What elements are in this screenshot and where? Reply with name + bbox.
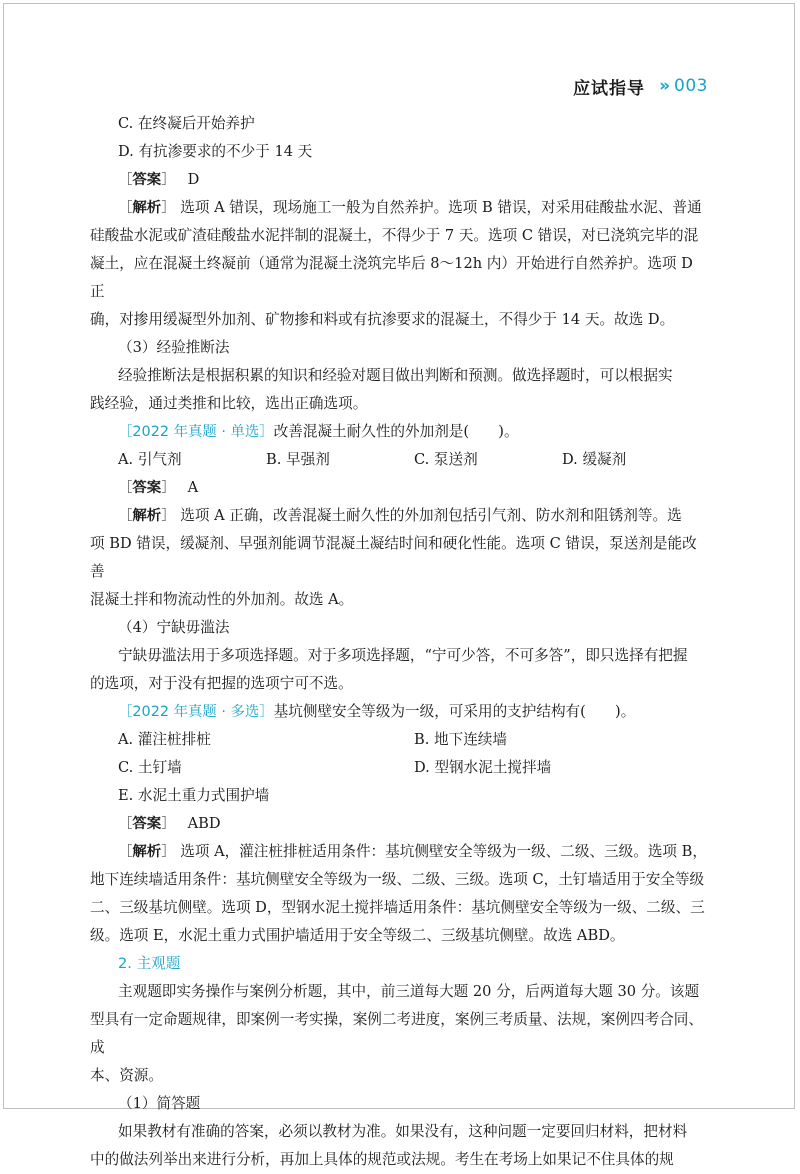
analysis-label: ［解析］ bbox=[118, 508, 176, 524]
method-3-body: 经验推断法是根据积累的知识和经验对题目做出判断和预测。做选择题时，可以根据实 bbox=[118, 367, 673, 384]
method-3-title: （3）经验推断法 bbox=[118, 339, 230, 356]
method-1-title: （1）简答题 bbox=[118, 1095, 201, 1112]
q3-stem: ［2022 年真题 · 多选］基坑侧壁安全等级为一级，可采用的支护结构有( )。 bbox=[118, 703, 636, 720]
method-4-body: 的选项，对于没有把握的选项宁可不选。 bbox=[90, 675, 353, 692]
section-2-title: 2. 主观题 bbox=[118, 955, 181, 972]
answer-label: ［答案］ bbox=[118, 816, 176, 832]
q3-analysis-line: ［解析］ 选项 A，灌注桩排桩适用条件：基坑侧壁安全等级为一级、二级、三级。选项 B， bbox=[118, 843, 707, 860]
q1-analysis-line: 凝土，应在混凝土终凝前（通常为混凝土浇筑完毕后 8～12h 内）开始进行自然养护。选项 D 正 bbox=[90, 255, 693, 300]
q1-analysis-line: 硅酸盐水泥或矿渣硅酸盐水泥拌制的混凝土，不得少于 7 天。选项 C 错误，对已浇筑完毕的混 bbox=[90, 227, 699, 244]
q1-option-c: C. 在终凝后开始养护 bbox=[118, 115, 255, 132]
q2-analysis-line: 混凝土拌和物流动性的外加剂。故选 A。 bbox=[90, 591, 354, 608]
page-number: 003 bbox=[674, 76, 708, 96]
q1-analysis-line: ［解析］ 选项 A 错误，现场施工一般为自然养护。选项 B 错误，对采用硅酸盐水泥、普通 bbox=[118, 199, 702, 216]
method-3-body: 践经验，通过类推和比较，选出正确选项。 bbox=[90, 395, 368, 412]
q3-options-row bbox=[90, 726, 710, 754]
q3-option: C. 土钉墙 bbox=[118, 759, 182, 776]
q3-option: E. 水泥土重力式围护墙 bbox=[118, 787, 270, 804]
q2-option: B. 早强剂 bbox=[266, 451, 330, 468]
q3-analysis-line: 地下连续墙适用条件：基坑侧壁安全等级为一级、二级、三级。选项 C，土钉墙适用于安全等级 bbox=[90, 871, 705, 888]
method-1-body: 中的做法列举出来进行分析，再加上具体的规范或法规。考生在考场上如果记不住具体的规 bbox=[90, 1151, 674, 1168]
q3-answer bbox=[90, 810, 710, 838]
question-tag: ［2022 年真题 · 单选］ bbox=[118, 424, 274, 440]
section-2-body: 本、资源。 bbox=[90, 1067, 163, 1084]
answer-label: ［答案］ bbox=[118, 172, 176, 188]
q3-option: A. 灌注桩排桩 bbox=[118, 731, 211, 748]
q2-stem: ［2022 年真题 · 单选］改善混凝土耐久性的外加剂是( )。 bbox=[118, 423, 519, 440]
q2-analysis-line: ［解析］ 选项 A 正确，改善混凝土耐久性的外加剂包括引气剂、防水剂和阻锈剂等。选 bbox=[118, 507, 682, 524]
question-tag: ［2022 年真题 · 多选］ bbox=[118, 704, 274, 720]
running-header bbox=[573, 74, 708, 98]
q2-option: D. 缓凝剂 bbox=[562, 451, 627, 468]
answer-value: A bbox=[187, 479, 199, 496]
q1-option-d: D. 有抗渗要求的不少于 14 天 bbox=[118, 143, 313, 160]
page-content bbox=[90, 110, 710, 1174]
q3-option: B. 地下连续墙 bbox=[414, 731, 507, 748]
method-4-body: 宁缺毋滥法用于多项选择题。对于多项选择题，“宁可少答，不可多答”，即只选择有把握 bbox=[118, 647, 688, 664]
method-1-body: 如果教材有准确的答案，必须以教材为准。如果没有，这种问题一定要回归材料，把材料 bbox=[118, 1123, 688, 1140]
header-separator-icon: » bbox=[659, 76, 671, 96]
header-title: 应试指导 bbox=[573, 78, 646, 99]
answer-value: D bbox=[187, 171, 200, 188]
section-2-body: 型具有一定命题规律，即案例一考实操，案例二考进度，案例三考质量、法规，案例四考合同、成 bbox=[90, 1011, 703, 1056]
q2-option: A. 引气剂 bbox=[118, 451, 182, 468]
method-4-title: （4）宁缺毋滥法 bbox=[118, 619, 230, 636]
q1-analysis-line: 确，对掺用缓凝型外加剂、矿物掺和料或有抗渗要求的混凝土，不得少于 14 天。故选 D。 bbox=[90, 311, 675, 328]
q3-analysis-line: 级。选项 E，水泥土重力式围护墙适用于安全等级二、三级基坑侧壁。故选 ABD。 bbox=[90, 927, 625, 944]
q2-option: C. 泵送剂 bbox=[414, 451, 478, 468]
q3-option: D. 型钢水泥土搅拌墙 bbox=[414, 759, 552, 776]
q1-answer bbox=[90, 166, 710, 194]
analysis-label: ［解析］ bbox=[118, 844, 176, 860]
section-2-body: 主观题即实务操作与案例分析题，其中，前三道每大题 20 分，后两道每大题 30 分。该题 bbox=[118, 983, 700, 1000]
q2-analysis-line: 项 BD 错误，缓凝剂、早强剂能调节混凝土凝结时间和硬化性能。选项 C 错误，泵送剂是能改善 bbox=[90, 535, 697, 580]
answer-value: ABD bbox=[187, 815, 221, 832]
q2-options bbox=[90, 446, 710, 474]
analysis-label: ［解析］ bbox=[118, 200, 176, 216]
q3-options-row bbox=[90, 754, 710, 782]
answer-label: ［答案］ bbox=[118, 480, 176, 496]
q2-answer bbox=[90, 474, 710, 502]
q3-analysis-line: 二、三级基坑侧壁。选项 D，型钢水泥土搅拌墙适用条件：基坑侧壁安全等级为一级、二级、三 bbox=[90, 899, 705, 916]
